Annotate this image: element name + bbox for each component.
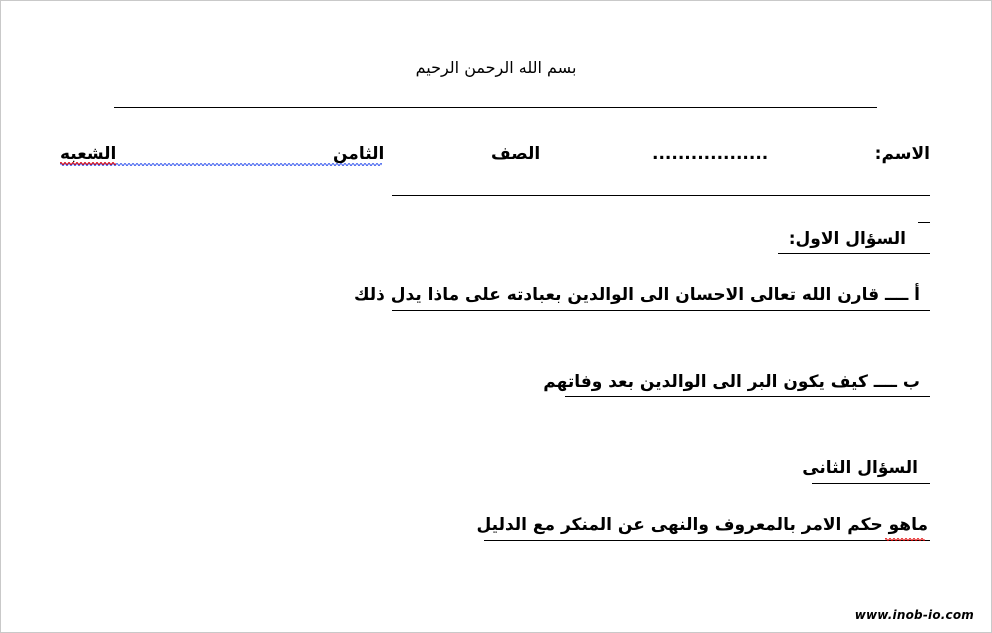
spell-squiggle-red-section [60, 161, 116, 166]
question-1-part-a-underline [392, 310, 930, 311]
question-1-part-b: ب ــــ كيف يكون البر الى الوالدين بعد وفاتهم [543, 372, 920, 392]
question-2-title: السؤال الثانى [802, 458, 918, 478]
question-1-part-b-underline [565, 396, 930, 397]
name-label: الاسم: [874, 144, 930, 164]
question-1-part-a: أ ــــ قارن الله تعالى الاحسان الى الوالدين بعبادته على ماذا يدل ذلك [353, 285, 920, 305]
small-dash [918, 222, 930, 223]
spell-squiggle-red-q2 [885, 537, 925, 542]
question-1-title: السؤال الاول: [788, 229, 906, 249]
question-2-text: ماهو حكم الامر بالمعروف والنهى عن المنكر مع الدليل [476, 515, 928, 535]
basmala-heading: بسم الله الرحمن الرحيم [415, 58, 577, 77]
question-2-title-underline [812, 483, 930, 484]
website-watermark: www.inob-io.com [854, 608, 974, 622]
question-2-text-underline [484, 540, 930, 541]
header-divider [114, 107, 877, 108]
grade-value: الثامن [333, 144, 385, 164]
section-label: الشعبه [60, 144, 117, 164]
class-label: الصف [491, 144, 541, 164]
question-1-title-underline [778, 253, 930, 254]
info-underline [392, 195, 930, 196]
name-dots: .................. [652, 144, 769, 164]
